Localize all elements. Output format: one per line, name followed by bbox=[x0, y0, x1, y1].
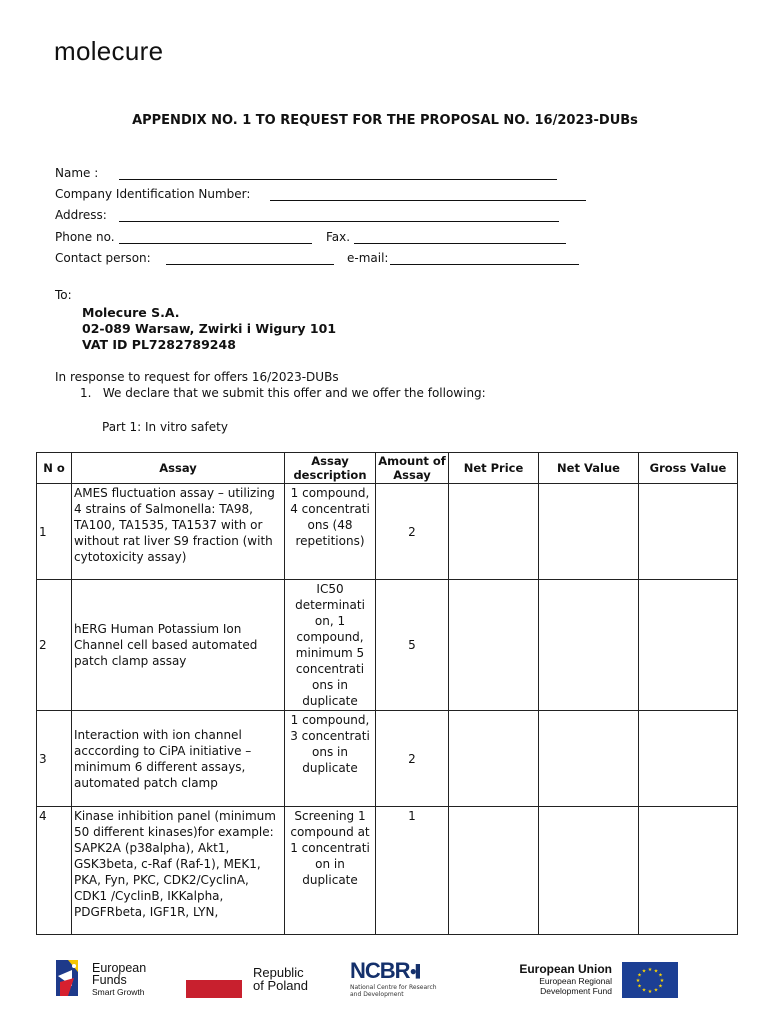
row-amount: 5 bbox=[376, 580, 449, 711]
pl-line1: Republic bbox=[253, 965, 304, 980]
to-label: To: bbox=[55, 288, 72, 302]
row-no: 3 bbox=[37, 711, 72, 807]
svg-text:★: ★ bbox=[637, 983, 642, 990]
table-row bbox=[37, 807, 738, 935]
recipient-address bbox=[82, 305, 336, 353]
eu-text bbox=[512, 962, 612, 996]
address-label: Address: bbox=[55, 208, 107, 222]
ncbr-logo bbox=[350, 958, 423, 984]
table-row bbox=[37, 484, 738, 580]
eu-line1: European Union bbox=[519, 962, 612, 976]
svg-text:★: ★ bbox=[641, 987, 647, 994]
net-value-cell[interactable] bbox=[539, 711, 639, 807]
svg-text:★: ★ bbox=[637, 972, 642, 979]
row-amount: 1 bbox=[376, 807, 449, 935]
svg-text:★: ★ bbox=[659, 978, 665, 984]
gross-value-cell[interactable] bbox=[639, 580, 738, 711]
ncbr-subtitle bbox=[350, 984, 437, 998]
row-no: 4 bbox=[37, 807, 72, 935]
ncbr-text: NCBR bbox=[350, 958, 410, 983]
net-price-cell[interactable] bbox=[449, 807, 539, 935]
table-header-row bbox=[37, 453, 738, 484]
recipient-name: Molecure S.A. bbox=[82, 305, 180, 320]
row-assay: Interaction with ion channel acccording to CiPA initiative – minimum 6 different assays, automated patch clamp bbox=[72, 711, 285, 807]
company-logo: molecure bbox=[54, 36, 164, 66]
net-value-cell[interactable] bbox=[539, 580, 639, 711]
svg-text:★: ★ bbox=[647, 967, 653, 973]
row-description: 1 compound, 4 concentrati ons (48 repetitions) bbox=[285, 484, 376, 580]
poland-flag-icon bbox=[186, 980, 242, 998]
name-line bbox=[119, 179, 557, 180]
contact-person-label: Contact person: bbox=[55, 251, 151, 265]
ncbr-sub-line1: National Centre for Research bbox=[350, 984, 437, 991]
svg-text:★: ★ bbox=[653, 968, 659, 975]
eu-line2: European Regional bbox=[539, 976, 612, 986]
svg-text:★: ★ bbox=[658, 983, 663, 990]
eu-flag-icon bbox=[622, 962, 678, 998]
contact-person-line bbox=[166, 264, 334, 265]
header-net-value: Net Value bbox=[539, 453, 639, 484]
row-no: 2 bbox=[37, 580, 72, 711]
row-description: Screening 1 compound at 1 concentrati on in duplicate bbox=[285, 807, 376, 935]
net-value-cell[interactable] bbox=[539, 807, 639, 935]
ef-line1: European bbox=[92, 961, 147, 975]
row-description: 1 compound, 3 concentrati ons in duplicate bbox=[285, 711, 376, 807]
row-amount: 2 bbox=[376, 711, 449, 807]
fax-line bbox=[354, 243, 566, 244]
european-funds-text bbox=[92, 962, 146, 998]
ncbr-mark-icon: ●▌ bbox=[409, 964, 424, 978]
header-assay: Assay bbox=[72, 453, 285, 484]
email-label: e-mail: bbox=[347, 251, 389, 265]
table-row bbox=[37, 711, 738, 807]
offer-table bbox=[36, 452, 738, 935]
ef-line2: Funds bbox=[92, 973, 127, 987]
net-price-cell[interactable] bbox=[449, 580, 539, 711]
name-label: Name : bbox=[55, 166, 99, 180]
net-price-cell[interactable] bbox=[449, 484, 539, 580]
recipient-vat: VAT ID PL7282789248 bbox=[82, 337, 236, 352]
net-price-cell[interactable] bbox=[449, 711, 539, 807]
svg-text:★: ★ bbox=[635, 978, 641, 984]
svg-text:★: ★ bbox=[658, 972, 663, 979]
header-no: N o bbox=[37, 453, 72, 484]
gross-value-cell[interactable] bbox=[639, 711, 738, 807]
eu-line3: Development Fund bbox=[540, 986, 612, 996]
document-title: APPENDIX NO. 1 TO REQUEST FOR THE PROPOSAL NO. 16/2023-DUBs bbox=[132, 113, 638, 128]
ncbr-sub-line2: and Development bbox=[350, 991, 404, 998]
republic-of-poland-text bbox=[253, 966, 308, 992]
declaration-text: 1. We declare that we submit this offer and we offer the following: bbox=[80, 386, 486, 400]
recipient-street: 02-089 Warsaw, Zwirki i Wigury 101 bbox=[82, 321, 337, 336]
email-line bbox=[390, 264, 579, 265]
phone-line bbox=[119, 243, 312, 244]
gross-value-cell[interactable] bbox=[639, 807, 738, 935]
header-gross-value: Gross Value bbox=[639, 453, 738, 484]
address-line bbox=[119, 221, 559, 222]
row-description: IC50 determinati on, 1 compound, minimum 5 concentrati ons in duplicate bbox=[285, 580, 376, 711]
intro-text: In response to request for offers 16/2023-DUBs bbox=[55, 370, 339, 384]
row-assay: Kinase inhibition panel (minimum 50 different kinases)for example: SAPK2A (p38alpha), Akt1, GSK3beta, c-Raf (Raf-1), MEK1, PKA, Fyn, PKC, CDK2/CyclinA, CDK1 /CyclinB, IKKalpha, PDGFRbeta, IGF1R, LYN, bbox=[72, 807, 285, 935]
row-amount: 2 bbox=[376, 484, 449, 580]
gross-value-cell[interactable] bbox=[639, 484, 738, 580]
header-description: Assay description bbox=[285, 453, 376, 484]
company-id-label: Company Identification Number: bbox=[55, 187, 251, 201]
net-value-cell[interactable] bbox=[539, 484, 639, 580]
pl-line2: of Poland bbox=[253, 978, 308, 993]
ef-line3: Smart Growth bbox=[92, 987, 145, 997]
fax-label: Fax. bbox=[326, 230, 351, 244]
part-heading: Part 1: In vitro safety bbox=[102, 420, 228, 434]
phone-label: Phone no. bbox=[55, 230, 115, 244]
header-amount: Amount of Assay bbox=[376, 453, 449, 484]
table-row bbox=[37, 580, 738, 711]
svg-text:★: ★ bbox=[641, 968, 647, 975]
row-assay: AMES fluctuation assay – utilizing 4 strains of Salmonella: TA98, TA100, TA1535, TA1537 with or without rat liver S9 fraction (with cytotoxicity assay) bbox=[72, 484, 285, 580]
header-net-price: Net Price bbox=[449, 453, 539, 484]
svg-text:★: ★ bbox=[647, 989, 653, 995]
row-assay: hERG Human Potassium Ion Channel cell based automated patch clamp assay bbox=[72, 580, 285, 711]
european-funds-logo-icon bbox=[54, 956, 86, 1000]
company-id-line bbox=[270, 200, 586, 201]
svg-text:★: ★ bbox=[653, 987, 659, 994]
row-no: 1 bbox=[37, 484, 72, 580]
